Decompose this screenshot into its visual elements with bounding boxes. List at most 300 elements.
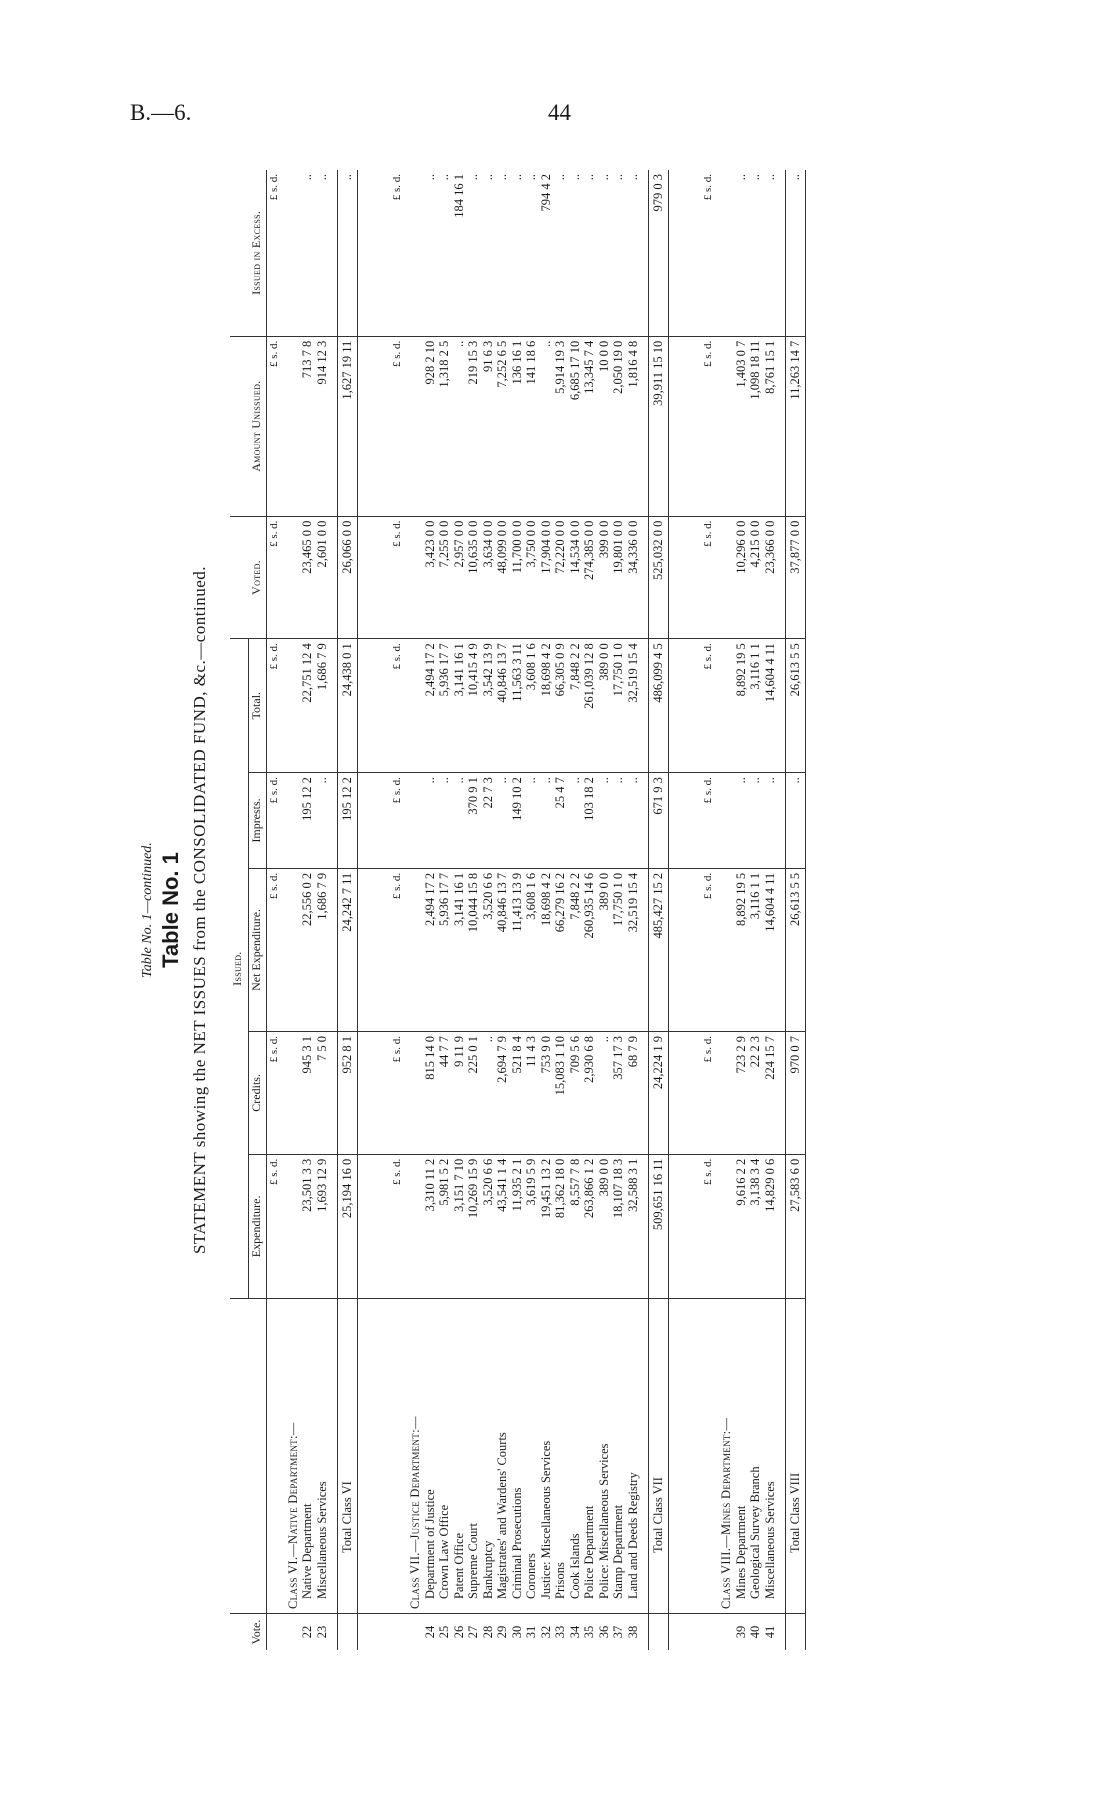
- cell-excess: ..: [626, 170, 641, 336]
- cell-unissued: 91 6 3: [481, 336, 496, 516]
- spacer-cell: [329, 336, 338, 516]
- cell-net: 2,494 17 2: [423, 868, 438, 1031]
- service-name: Magistrates' and Wardens' Courts: [495, 1299, 510, 1614]
- cell-imp: ..: [495, 773, 510, 869]
- table-row: [582, 170, 597, 1650]
- cell-unissued: 1,098 18 11: [748, 336, 763, 516]
- cell-excess: ..: [597, 170, 612, 336]
- cell-net: 8,892 19 5: [734, 868, 749, 1031]
- table-row: [315, 170, 330, 1650]
- cell-voted: 2,601 0 0: [315, 516, 330, 639]
- cell-total: 3,608 1 6: [524, 639, 539, 773]
- units-cell: £ s. d.: [390, 639, 405, 773]
- spacer-row: [668, 170, 701, 1650]
- cell-net: 3,520 6 6: [481, 868, 496, 1031]
- cell-exp: 9,616 2 2: [734, 1154, 749, 1298]
- service-name: Coroners: [524, 1299, 539, 1614]
- service-name: Police: Miscellaneous Services: [597, 1299, 612, 1614]
- spacer-cell: [640, 773, 649, 869]
- total-exp: 27,583 6 0: [786, 1154, 806, 1298]
- cell-voted: 274,385 0 0: [582, 516, 597, 639]
- service-name: Criminal Prosecutions: [510, 1299, 525, 1614]
- spacer-cell: [357, 516, 390, 639]
- table-row: [510, 170, 525, 1650]
- service-name: Native Department: [300, 1299, 315, 1614]
- cell-unissued: 136 16 1: [510, 336, 525, 516]
- cell-voted: 48,099 0 0: [495, 516, 510, 639]
- cell-net: 10,044 15 8: [466, 868, 481, 1031]
- service-name: Miscellaneous Services: [315, 1299, 330, 1614]
- table-row: [524, 170, 539, 1650]
- cell-cred: 225 0 1: [466, 1032, 481, 1155]
- col-voted: Voted.: [230, 516, 267, 639]
- spacer-cell: [777, 1299, 786, 1614]
- service-name: Prisons: [553, 1299, 568, 1614]
- spacer-cell: [777, 639, 786, 773]
- service-name: Department of Justice: [423, 1299, 438, 1614]
- total-cred: 24,224 1 9: [649, 1032, 669, 1155]
- cell-cred: 521 8 4: [510, 1032, 525, 1155]
- table-row: [481, 170, 496, 1650]
- cell-cred: 709 5 6: [568, 1032, 583, 1155]
- spacer-cell: [668, 639, 701, 773]
- cell-cred: ..: [597, 1032, 612, 1155]
- cell-total: 10,415 4 9: [466, 639, 481, 773]
- spacer-cell: [668, 773, 701, 869]
- class-heading-empty-cell: [715, 1032, 734, 1155]
- cell-cred: 9 11 9: [452, 1032, 467, 1155]
- table-row: [423, 170, 438, 1650]
- cell-voted: 23,465 0 0: [300, 516, 315, 639]
- cell-exp: 23,501 3 3: [300, 1154, 315, 1298]
- vote-number: 36: [596, 1625, 611, 1639]
- vote-number: 22: [300, 1625, 314, 1639]
- spacer-cell: [640, 170, 649, 336]
- col-service: [230, 1299, 267, 1614]
- total-vote-cell: [338, 1614, 358, 1651]
- cell-excess: ..: [510, 170, 525, 336]
- units-cell: £ s. d.: [267, 516, 282, 639]
- cell-net: 17,750 1 0: [611, 868, 626, 1031]
- cell-imp: ..: [763, 773, 778, 869]
- cell-cred: 723 2 9: [734, 1032, 749, 1155]
- cell-total: 3,542 13 9: [481, 639, 496, 773]
- total-cred: 970 0 7: [786, 1032, 806, 1155]
- cell-imp: ..: [315, 773, 330, 869]
- service-name: Land and Deeds Registry: [626, 1299, 641, 1614]
- caption-continued: Table No. 1—continued.: [140, 842, 155, 978]
- cell-net: 40,846 13 7: [495, 868, 510, 1031]
- total-exp: 25,194 16 0: [338, 1154, 358, 1298]
- cell-exp: 10,269 15 9: [466, 1154, 481, 1298]
- cell-voted: 4,215 0 0: [748, 516, 763, 639]
- cell-voted: 3,750 0 0: [524, 516, 539, 639]
- service-name: Miscellaneous Services: [763, 1299, 778, 1614]
- vote-number: 26: [451, 1625, 466, 1639]
- units-vote-cell: [701, 1614, 716, 1651]
- spacer-cell: [640, 1299, 649, 1614]
- cell-imp: 22 7 3: [481, 773, 496, 869]
- class-heading-vote-cell: [715, 1614, 734, 1651]
- vote-number: 38: [625, 1625, 640, 1639]
- total-vote-cell: [649, 1614, 669, 1651]
- spacer-cell: [357, 1614, 390, 1651]
- table-row: [539, 170, 554, 1650]
- cell-imp: ..: [626, 773, 641, 869]
- class-heading-empty-cell: [715, 868, 734, 1031]
- class-heading-empty-cell: [715, 170, 734, 336]
- units-row: [390, 170, 405, 1650]
- total-exp: 509,651 16 11: [649, 1154, 669, 1298]
- units-service-cell: [701, 1299, 716, 1614]
- cell-unissued: 13,345 7 4: [582, 336, 597, 516]
- spacer-row: [357, 170, 390, 1650]
- cell-exp: 3,310 11 2: [423, 1154, 438, 1298]
- cell-excess: ..: [495, 170, 510, 336]
- units-cell: £ s. d.: [267, 170, 282, 336]
- table-row: [734, 170, 749, 1650]
- cell-unissued: ..: [539, 336, 554, 516]
- page-number: 44: [548, 100, 571, 125]
- total-unissued: 1,627 19 11: [338, 336, 358, 516]
- units-cell: £ s. d.: [390, 1032, 405, 1155]
- units-row: [267, 170, 282, 1650]
- cell-total: 40,846 13 7: [495, 639, 510, 773]
- cell-excess: ..: [582, 170, 597, 336]
- cell-exp: 5,981 5 2: [437, 1154, 452, 1298]
- class-heading-empty-cell: [282, 170, 301, 336]
- cell-cred: 945 3 1: [300, 1032, 315, 1155]
- total-cred: 952 8 1: [338, 1032, 358, 1155]
- spacer-cell: [329, 1614, 338, 1651]
- class-total-label: Total Class VII: [649, 1299, 669, 1614]
- caption-title-text: Table No. 1: [158, 852, 183, 968]
- cell-voted: 34,336 0 0: [626, 516, 641, 639]
- cell-exp: 1,693 12 9: [315, 1154, 330, 1298]
- cell-exp: 3,151 7 10: [452, 1154, 467, 1298]
- spacer-cell: [640, 639, 649, 773]
- spacer-cell: [640, 336, 649, 516]
- cell-exp: 389 0 0: [597, 1154, 612, 1298]
- units-row: [701, 170, 716, 1650]
- cell-unissued: 713 7 8: [300, 336, 315, 516]
- vote-number: 37: [611, 1625, 625, 1639]
- spacer-row: [777, 170, 786, 1650]
- class-heading-row: [715, 170, 734, 1650]
- spacer-cell: [640, 1032, 649, 1155]
- class-heading: Class VI.—Native Department:—: [282, 1299, 301, 1614]
- cell-net: 3,141 16 1: [452, 868, 467, 1031]
- units-cell: £ s. d.: [701, 868, 716, 1031]
- units-cell: £ s. d.: [701, 639, 716, 773]
- spacer-cell: [640, 1154, 649, 1298]
- service-name: Cook Islands: [568, 1299, 583, 1614]
- service-name: Mines Department: [734, 1299, 749, 1614]
- units-cell: £ s. d.: [267, 868, 282, 1031]
- total-total: 24,438 0 1: [338, 639, 358, 773]
- spacer-cell: [640, 516, 649, 639]
- units-cell: £ s. d.: [390, 336, 405, 516]
- spacer-cell: [777, 170, 786, 336]
- cell-total: 32,519 15 4: [626, 639, 641, 773]
- total-net: 485,427 15 2: [649, 868, 669, 1031]
- cell-voted: 3,634 0 0: [481, 516, 496, 639]
- spacer-cell: [668, 868, 701, 1031]
- class-heading-empty-cell: [282, 516, 301, 639]
- cell-imp: ..: [611, 773, 626, 869]
- table-wrapper: [230, 170, 806, 1650]
- cell-excess: ..: [763, 170, 778, 336]
- spacer-cell: [329, 170, 338, 336]
- cell-net: 3,116 1 1: [748, 868, 763, 1031]
- cell-imp: 149 10 2: [510, 773, 525, 869]
- class-heading-empty-cell: [404, 1032, 423, 1155]
- cell-voted: 2,957 0 0: [452, 516, 467, 639]
- cell-exp: 263,866 1 2: [582, 1154, 597, 1298]
- cell-total: 3,141 16 1: [452, 639, 467, 773]
- spacer-cell: [357, 639, 390, 773]
- cell-voted: 11,700 0 0: [510, 516, 525, 639]
- cell-unissued: 2,050 19 0: [611, 336, 626, 516]
- units-cell: £ s. d.: [390, 868, 405, 1031]
- cell-excess: ..: [734, 170, 749, 336]
- cell-total: 3,116 1 1: [748, 639, 763, 773]
- cell-excess: ..: [481, 170, 496, 336]
- total-vote-cell: [786, 1614, 806, 1651]
- vote-number: 31: [524, 1625, 538, 1639]
- cell-imp: 103 18 2: [582, 773, 597, 869]
- spacer-cell: [668, 516, 701, 639]
- vote-number: 27: [466, 1625, 480, 1639]
- spacer-cell: [777, 516, 786, 639]
- table-row: [452, 170, 467, 1650]
- total-imp: 671 9 3: [649, 773, 669, 869]
- spacer-cell: [329, 1032, 338, 1155]
- caption-statement: STATEMENT showing the NET ISSUES from the CONSOLIDATED FUND, &c.—continued.: [190, 565, 209, 1255]
- table-row: [437, 170, 452, 1650]
- cell-imp: ..: [437, 773, 452, 869]
- cell-cred: 2,694 7 9: [495, 1032, 510, 1155]
- units-vote-cell: [390, 1614, 405, 1651]
- units-service-cell: [390, 1299, 405, 1614]
- class-heading-empty-cell: [282, 639, 301, 773]
- cell-total: 18,698 4 2: [539, 639, 554, 773]
- cell-cred: ..: [481, 1032, 496, 1155]
- spacer-cell: [777, 336, 786, 516]
- units-cell: £ s. d.: [267, 1032, 282, 1155]
- cell-imp: ..: [734, 773, 749, 869]
- class-heading-vote-cell: [282, 1614, 301, 1651]
- class-heading-empty-cell: [715, 773, 734, 869]
- cell-exp: 3,520 6 6: [481, 1154, 496, 1298]
- units-cell: £ s. d.: [701, 170, 716, 336]
- units-cell: £ s. d.: [701, 516, 716, 639]
- cell-net: 260,935 14 6: [582, 868, 597, 1031]
- table-row: [763, 170, 778, 1650]
- cell-unissued: 7,252 6 5: [495, 336, 510, 516]
- total-unissued: 39,911 15 10: [649, 336, 669, 516]
- cell-excess: ..: [437, 170, 452, 336]
- class-heading-row: [282, 170, 301, 1650]
- cell-net: 1,686 7 9: [315, 868, 330, 1031]
- service-name: Stamp Department: [611, 1299, 626, 1614]
- cell-total: 5,936 17 7: [437, 639, 452, 773]
- cell-imp: ..: [568, 773, 583, 869]
- total-total: 26,613 5 5: [786, 639, 806, 773]
- cell-exp: 14,829 0 6: [763, 1154, 778, 1298]
- class-total-label: Total Class VI: [338, 1299, 358, 1614]
- table-row: [568, 170, 583, 1650]
- cell-net: 18,698 4 2: [539, 868, 554, 1031]
- cell-voted: 17,904 0 0: [539, 516, 554, 639]
- cell-cred: 44 7 7: [437, 1032, 452, 1155]
- class-total-row: [786, 170, 806, 1650]
- col-amount-unissued: Amount Unissued.: [230, 336, 267, 516]
- col-issued-in-excess: Issued in Excess.: [230, 170, 267, 336]
- class-heading-row: [404, 170, 423, 1650]
- cell-imp: ..: [524, 773, 539, 869]
- caption-title: [158, 160, 184, 1660]
- total-net: 26,613 5 5: [786, 868, 806, 1031]
- vote-number: 30: [509, 1625, 524, 1639]
- col-expenditure: Expenditure.: [248, 1154, 267, 1298]
- cell-total: 7,848 2 2: [568, 639, 583, 773]
- spacer-cell: [668, 1154, 701, 1298]
- spacer-cell: [329, 868, 338, 1031]
- cell-net: 11,413 13 9: [510, 868, 525, 1031]
- col-credits: Credits.: [248, 1032, 267, 1155]
- cell-excess: ..: [553, 170, 568, 336]
- vote-number: 32: [538, 1625, 553, 1639]
- cell-total: 66,305 0 9: [553, 639, 568, 773]
- cell-unissued: 6,685 17 10: [568, 336, 583, 516]
- cell-total: 17,750 1 0: [611, 639, 626, 773]
- cell-imp: 25 4 7: [553, 773, 568, 869]
- spacer-cell: [329, 1299, 338, 1614]
- cell-imp: ..: [452, 773, 467, 869]
- cell-unissued: 141 18 6: [524, 336, 539, 516]
- service-name: Supreme Court: [466, 1299, 481, 1614]
- spacer-cell: [357, 773, 390, 869]
- total-imp: ..: [786, 773, 806, 869]
- spacer-cell: [777, 773, 786, 869]
- class-heading-empty-cell: [404, 170, 423, 336]
- service-name: Patent Office: [452, 1299, 467, 1614]
- spacer-cell: [777, 868, 786, 1031]
- class-heading-empty-cell: [282, 773, 301, 869]
- vote-number: 29: [495, 1625, 509, 1639]
- spacer-row: [329, 170, 338, 1650]
- table-row: [611, 170, 626, 1650]
- cell-cred: 68 7 9: [626, 1032, 641, 1155]
- class-heading: Class VII.—Justice Department:—: [404, 1299, 423, 1614]
- cell-cred: 224 15 7: [763, 1032, 778, 1155]
- cell-exp: 19,451 13 2: [539, 1154, 554, 1298]
- cell-voted: 7,255 0 0: [437, 516, 452, 639]
- total-total: 486,099 4 5: [649, 639, 669, 773]
- vote-number: 28: [480, 1625, 495, 1639]
- cell-exp: 81,362 18 0: [553, 1154, 568, 1298]
- class-heading-empty-cell: [404, 336, 423, 516]
- cell-total: 389 0 0: [597, 639, 612, 773]
- cell-unissued: 914 12 3: [315, 336, 330, 516]
- spacer-row: [640, 170, 649, 1650]
- class-heading-vote-cell: [404, 1614, 423, 1651]
- cell-net: 22,556 0 2: [300, 868, 315, 1031]
- cell-excess: ..: [748, 170, 763, 336]
- total-excess: 979 0 3: [649, 170, 669, 336]
- total-voted: 525,032 0 0: [649, 516, 669, 639]
- cell-cred: 22 2 3: [748, 1032, 763, 1155]
- vote-number: 24: [422, 1625, 437, 1639]
- cell-net: 7,848 2 2: [568, 868, 583, 1031]
- class-heading-empty-cell: [715, 639, 734, 773]
- cell-excess: ..: [466, 170, 481, 336]
- cell-unissued: 1,403 0 7: [734, 336, 749, 516]
- cell-net: 5,936 17 7: [437, 868, 452, 1031]
- cell-unissued: 219 15 3: [466, 336, 481, 516]
- cell-unissued: 1,318 2 5: [437, 336, 452, 516]
- spacer-cell: [329, 773, 338, 869]
- units-cell: £ s. d.: [267, 336, 282, 516]
- units-cell: £ s. d.: [701, 336, 716, 516]
- spacer-cell: [357, 1154, 390, 1298]
- class-heading-empty-cell: [282, 1032, 301, 1155]
- units-cell: £ s. d.: [701, 773, 716, 869]
- spacer-cell: [640, 868, 649, 1031]
- total-excess: ..: [338, 170, 358, 336]
- cell-imp: 370 9 1: [466, 773, 481, 869]
- cell-net: 66,279 16 2: [553, 868, 568, 1031]
- cell-excess: 184 16 1: [452, 170, 467, 336]
- cell-imp: 195 12 2: [300, 773, 315, 869]
- vote-number: 35: [582, 1625, 596, 1639]
- units-cell: £ s. d.: [267, 639, 282, 773]
- units-cell: £ s. d.: [701, 1154, 716, 1298]
- spacer-cell: [357, 868, 390, 1031]
- spacer-cell: [357, 336, 390, 516]
- total-voted: 26,066 0 0: [338, 516, 358, 639]
- cell-voted: 19,801 0 0: [611, 516, 626, 639]
- vote-number: 41: [762, 1625, 777, 1639]
- class-heading-empty-cell: [715, 336, 734, 516]
- spacer-cell: [668, 336, 701, 516]
- cell-excess: ..: [611, 170, 626, 336]
- cell-total: 11,563 3 11: [510, 639, 525, 773]
- cell-cred: 7 5 0: [315, 1032, 330, 1155]
- spacer-cell: [777, 1032, 786, 1155]
- table-row: [597, 170, 612, 1650]
- class-heading-empty-cell: [282, 1154, 301, 1298]
- cell-net: 14,604 4 11: [763, 868, 778, 1031]
- spacer-cell: [357, 1299, 390, 1614]
- cell-exp: 43,541 1 4: [495, 1154, 510, 1298]
- units-cell: £ s. d.: [701, 1032, 716, 1155]
- cell-exp: 11,935 2 1: [510, 1154, 525, 1298]
- total-unissued: 11,263 14 7: [786, 336, 806, 516]
- spacer-cell: [329, 1154, 338, 1298]
- spacer-cell: [668, 1614, 701, 1651]
- spacer-cell: [329, 639, 338, 773]
- class-heading-empty-cell: [282, 336, 301, 516]
- cell-net: 3,608 1 6: [524, 868, 539, 1031]
- cell-unissued: ..: [452, 336, 467, 516]
- cell-imp: ..: [597, 773, 612, 869]
- cell-imp: ..: [748, 773, 763, 869]
- vote-number: 25: [437, 1625, 451, 1639]
- class-heading-empty-cell: [404, 868, 423, 1031]
- spacer-cell: [668, 1299, 701, 1614]
